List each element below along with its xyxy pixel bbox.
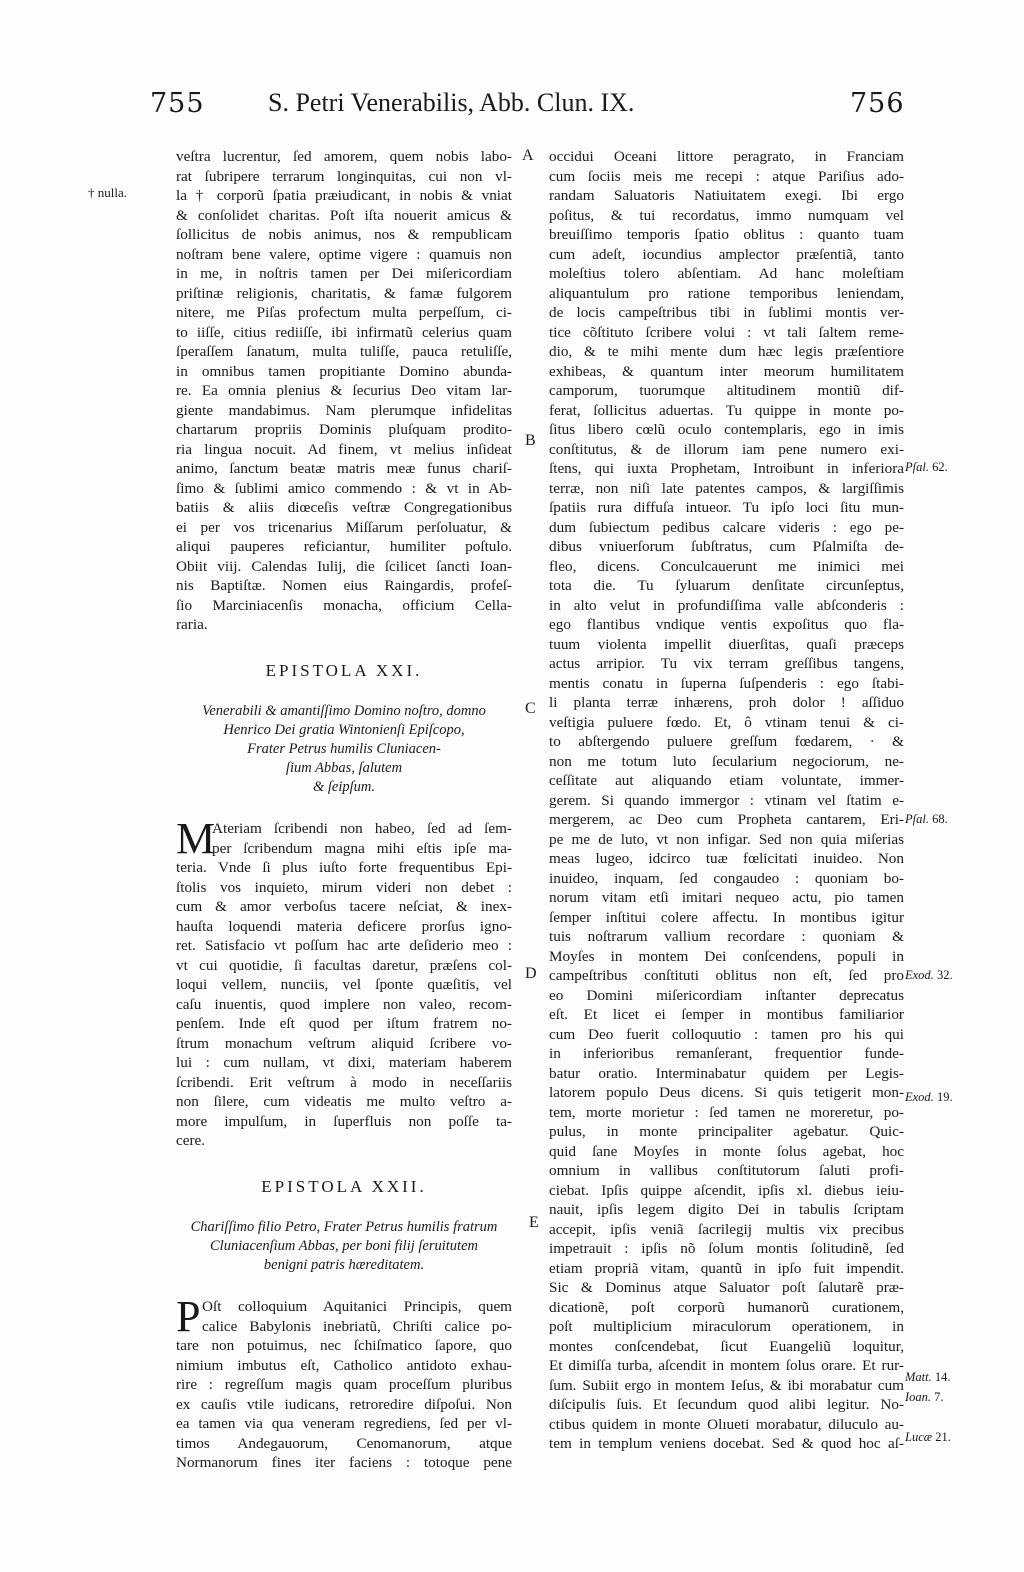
text-line: ſtens, qui iuxta Prophetam, Introibunt in inferiora [549, 460, 904, 477]
salutation-line: Venerabili & amantiſſimo Domino noſtro, domno [202, 703, 486, 719]
text-line: hauſta loquendi materia deficere prorſus igno- [176, 917, 512, 935]
text-line: dibus vniuerſorum ſubſtratus, cum Pſalmiſta de- [549, 538, 904, 555]
text-line: calice Babylonis inebriatũ, Chriſti calice po- [202, 1317, 512, 1335]
text-line: tem in templum veniens docebat. Sed & quod hoc aſ- [549, 1435, 904, 1452]
margin-reference: Pſal. 62. [905, 460, 948, 474]
text-line: veſtigia puluere fœdo. Et, ô vtinam tenui & ci- [549, 713, 904, 731]
section-letter-b: B [525, 432, 536, 449]
text-line: randam Saluatoris Natiuitatem exegi. Ibi ergo [549, 187, 904, 204]
margin-reference: Ioan. 7. [905, 1390, 944, 1404]
text-line: occidui Oceani littore peragrato, in Franciam [549, 148, 904, 165]
text-line: ſitus libero cœlũ oculo contemplaris, ego in imis [549, 421, 904, 438]
text-line: moleſtius tolero abſentiam. Ad hanc moleſtiam [549, 265, 904, 282]
text-line: eo Domini miſericordiam inſtanter deprecatus [549, 986, 904, 1004]
text-line: batiis & aliis diœceſis veſtræ Congregationibus [176, 499, 512, 516]
text-line: Et dimiſſa turba, aſcendit in montem ſolus orare. Et rur- [549, 1357, 904, 1374]
text-line: penſem. Inde eſt quod per iſtum fratrem no- [176, 1015, 512, 1032]
text-line: ex cauſis vtile iudicans, retroredire diſpoſui. Non [176, 1395, 512, 1413]
epistola-21-body [176, 814, 512, 1151]
text-line: loqui vellem, nunciis, vel ſponte quæſitis, vel [176, 976, 512, 993]
text-line: mergerem, ac Deo cum Propheta cantarem, Eri- [549, 811, 904, 828]
text-line: tare non potuimus, nec ſchiſmatico ſapore, quo [176, 1337, 512, 1354]
text-line: eſt. Et licet ei ſemper in montibus familiarior [549, 1006, 904, 1023]
text-line: tem, morte morietur : ſed tamen ne moreretur, po- [549, 1103, 904, 1121]
text-line: ſtrum monachum veſtrum aliquid ſcribere vo- [176, 1034, 512, 1052]
text-line: ego flantibus vndique ventis expoſitus quo fla- [549, 616, 904, 633]
text-line: nis Baptiſtæ. Nomen eius Raingardis, profeſ- [176, 577, 512, 594]
salutation-line: & ſeipſum. [312, 779, 376, 795]
text-line: impetrauit : ipſis nõ ſolum montis ſolitudinẽ, ſed [549, 1240, 904, 1257]
text-line: cum adeſt, iocundius amplector præſentiã, tanto [549, 245, 904, 263]
text-line: campeſtribus conſtituti oblitus non eſt, ſed pro [549, 967, 904, 984]
text-line: in me, in noſtris tamen per Dei miſericordiam [176, 265, 512, 282]
salutation-line: Henrico Dei gratia Wintonienſi Epiſcopo, [223, 722, 465, 738]
text-line: etiam propriã vitam, quantũ in ipſo fuit impendit. [549, 1259, 904, 1277]
text-line: Sic & Dominus atque Saluator poſt ſalutarẽ præ- [549, 1279, 904, 1296]
text-line: ria lingua nocuit. Ad finem, vt melius inſideat [176, 440, 512, 458]
epistola-21-salutation [176, 702, 512, 797]
left-margin-note: † nulla. [88, 185, 127, 200]
text-line: ſtolis vos inquieto, mirum videri non debet : [176, 878, 512, 896]
text-line: to iiſſe, citius rediiſſe, ibi infirmatũ celerius quam [176, 323, 512, 341]
salutation-line: benigni patris hæreditatem. [263, 1257, 425, 1273]
text-line: diſcipulis ſuis. Et ſecundum quod alibi legitur. No- [549, 1396, 904, 1413]
text-line: meas lugeo, idcirco tuæ fœlicitati inuideo. Non [549, 850, 904, 867]
text-line: ſcribendi. Erit veſtrum à modo in neceſſariis [176, 1073, 512, 1091]
section-letter-e: E [529, 1214, 539, 1231]
salutation-line: Cluniacenſium Abbas, per boni filij ſeruitutem [210, 1238, 478, 1254]
text-line: nimium imbutus eſt, Catholico antidoto exhau- [176, 1356, 512, 1374]
section-letter-a: A [522, 147, 534, 164]
text-line: cum & amor verboſus tacere neſciat, & inex- [176, 898, 512, 915]
salutation-line: ſium Abbas, ſalutem [285, 760, 403, 776]
text-line: timos Andegauorum, Cenomanorum, atque [176, 1434, 512, 1452]
section-letter-d: D [525, 965, 537, 982]
text-line: cum ſociis meis me recepi : atque Pariſius ado- [549, 167, 904, 185]
text-line: priſtinæ religionis, charitatis, & famæ fulgorem [176, 284, 512, 302]
text-line: ſollicitus de nobis animus, nos & rempublicam [176, 226, 512, 243]
text-line: & conſolidet charitas. Poſt iſta nouerit amicus & [176, 206, 512, 224]
margin-reference: Exod. 19. [905, 1090, 953, 1104]
text-line: giente mandabimus. Nam plerumque infidelitas [176, 401, 512, 419]
text-line: actus arripior. Tu vix terram greſſibus tangens, [549, 655, 904, 672]
running-title: S. Petri Venerabilis, Abb. Clun. IX. [268, 88, 635, 117]
text-line: tice cõſtituto ſcribere volui : vt tali ſaltem reme- [549, 323, 904, 341]
drop-cap: P [176, 1292, 201, 1341]
left-column [176, 147, 512, 1473]
text-line: ſio Marciniacenſis monacha, officium Cella- [176, 596, 512, 614]
text-line: cere. [176, 1132, 206, 1149]
text-line: aliqui pauperes reficiantur, humiliter poſtulo. [176, 538, 512, 555]
left-page-number: 755 [150, 88, 205, 119]
text-line: accepit, ipſis veniã ſacrilegij multis vix precibus [549, 1220, 904, 1238]
text-line: ciebat. Ipſis quippe aſcendit, ipſis xl. diebus ieiu- [549, 1181, 904, 1199]
text-line: to abſtergendo puluere greſſum fœdarem, · & [549, 733, 904, 750]
text-line: poſitus, & tui recordatus, immo numquam vel [549, 206, 904, 224]
text-line: dum ſubiectum pedibus calcare videris : ego pe- [549, 518, 904, 536]
text-line: Normanorum fines iter faciens : totoque pene [176, 1454, 512, 1471]
text-line: ret. Satisfacio vt poſſum hac arte deſiderio meo : [176, 937, 512, 954]
text-line: per ſcribendum magna mihi eſtis ipſe ma- [212, 839, 512, 857]
margin-reference: Lucæ 21. [905, 1430, 951, 1444]
text-line: la † corporũ ſpatia præiudicant, in nobis & vniat [176, 187, 512, 204]
text-line: rat ſubripere terrarum longinquitas, cui non vl- [176, 167, 512, 185]
text-line: tota die. Tu ſyluarum denſitate circunſeptus, [549, 577, 904, 594]
text-line: batur oratio. Interminabatur quidem per Legis- [549, 1064, 904, 1082]
text-line: de locis campeſtribus tibi in ſublimi montis ver- [549, 304, 904, 321]
text-line: non me totum luto ſecularium negociorum, ne- [549, 752, 904, 770]
text-line: ctibus quidem in monte Olıueti morabatur, diluculo au- [549, 1415, 904, 1433]
text-line: nauit, ipſis legem digito Dei in tabulis ſcriptam [549, 1201, 904, 1218]
text-line: terræ, non niſi late patentes campos, & largiſſimis [549, 479, 904, 497]
text-line: ſperaſſem ſanatum, multa tuliſſe, pauca retuliſſe, [176, 343, 512, 360]
text-line: Obiit viij. Calendas Iulij, die ſcilicet ſancti Ioan- [176, 557, 512, 575]
text-line: animo, ſanctum beatæ matris meæ funus chariſ- [176, 460, 512, 477]
text-line: re. Ea omnia plenius & ſecurius Deo vitam lar- [176, 382, 512, 399]
text-line: cum Deo fuerit colloquutio : tamen pro his qui [549, 1025, 904, 1043]
text-line: ſpatiis rura diffuſa intueor. Tu ipſo loci ſitu mun- [549, 499, 904, 516]
text-line: rire : regreſſum magis quam proceſſum pluribus [176, 1376, 512, 1393]
text-line: veſtra lucrentur, ſed amorem, quem nobis labo- [176, 148, 512, 165]
right-column [549, 147, 904, 1454]
text-line: ſum. Subiit ergo in montem Ieſus, & ibi morabatur cum [549, 1376, 904, 1394]
text-line: in inferioribus remanſerant, frequentior funde- [549, 1045, 904, 1062]
text-line: more impulſum, in ſuperfluis non poſſe ta- [176, 1112, 512, 1130]
text-line: ceſſitate aut aliquando etiam voluntate, immer- [549, 772, 904, 789]
text-line: li planta terræ inhærens, proh dolor ! aſſiduo [549, 694, 904, 711]
text-line: quid ſane Moyſes in monte ſolus agebat, hoc [549, 1142, 904, 1160]
text-line: noſtram bene valere, optime vigere : quamuis non [176, 245, 512, 263]
epistola-21-title: EPISTOLA XXI. [265, 660, 423, 680]
text-line: tuis noſtrarum vallium recordare : quoniam & [549, 928, 904, 945]
text-line: ei per vos tricenarius Miſſarum perſoluatur, & [176, 518, 512, 536]
text-line: pe me de luto, vt non infigar. Sed non quia miſerias [549, 830, 904, 848]
text-line: non ſilere, cum videatis me multo veſtro a- [176, 1093, 512, 1110]
text-line: ſemper inſtitui colere affectu. In montibus igitur [549, 908, 904, 926]
text-line: Moyſes in montem Dei conſcendens, populi in [549, 947, 904, 965]
margin-reference: Pſal. 68. [905, 812, 948, 826]
section-letter-c: C [525, 700, 536, 717]
salutation-line: Chariſſimo filio Petro, Frater Petrus humilis fratrum [190, 1219, 498, 1235]
text-line: raria. [176, 616, 208, 633]
text-line: dio, & te mihi mente dum hæc legis præſentiore [549, 343, 904, 360]
text-line: nitere, me Piſas profectum multa perpeſſum, ci- [176, 304, 512, 321]
text-line: Oſt colloquium Aquitanici Principis, quem [202, 1298, 512, 1315]
text-line: Ateriam ſcribendi non habeo, ſed ad ſem- [212, 820, 512, 837]
text-line: gerem. Si quando immergor : vtinam vel ſtatim e- [549, 791, 904, 809]
text-line: camporum, tuorumque altitudinem montiũ dif- [549, 382, 904, 399]
text-line: breuiſſimo temporis ſpatio oblitus : quanto tuam [549, 226, 904, 243]
text-line: ſimo & ſublimi amico commendo : & vt in Ab- [176, 479, 512, 497]
margin-reference: Exod. 32. [905, 968, 953, 982]
text-line: ferat, ſollicitus aduertas. Tu quippe in monte po- [549, 401, 904, 419]
text-line: tuum violenta impellit diuerſitas, quaſi præceps [549, 635, 904, 653]
text-line: inuideo, inquam, ſed congaudeo : quoniam bo- [549, 869, 904, 887]
text-line: latorem populo Deus dicens. Si quis tetigerit mon- [549, 1084, 904, 1101]
text-line: poſt multiplicium miraculorum operationem, in [549, 1318, 904, 1335]
letter-continuation [176, 147, 512, 635]
text-line: conſtitutus, & de illorum iam pene numero exi- [549, 440, 904, 458]
text-line: lui : cum nullam, vt dixi, materiam haberem [176, 1054, 512, 1071]
right-page-number: 756 [850, 88, 905, 119]
text-line: exhibeas, & quantum inter meorum humilitatem [549, 362, 904, 380]
epistola-22-body [176, 1292, 512, 1473]
text-line: montes conſcendebat, ſicut Euangeliũ loquitur, [549, 1337, 904, 1355]
page-header [0, 88, 1024, 128]
text-line: omnium in vallibus conſtitutorum ſaluti profi- [549, 1162, 904, 1179]
text-line: vt cui quotidie, ſi facultas daretur, præſens col- [176, 956, 512, 974]
drop-cap: M [176, 814, 216, 863]
margin-reference: Matt. 14. [905, 1370, 951, 1384]
text-line: dicationẽ, poſt corporũ humanorũ curationem, [549, 1298, 904, 1316]
salutation-line: Frater Petrus humilis Cluniacen- [247, 741, 441, 757]
text-line: aliquantulum pro ratione temporibus leniendam, [549, 284, 904, 302]
text-line: ea tamen via qua veneram regrediens, ſed per vl- [176, 1415, 512, 1432]
text-line: mentis conatu in ſuperna ſuſpenderis : ego ſtabi- [549, 674, 904, 692]
text-line: in omnibus tamen propitiante Domino abunda- [176, 362, 512, 380]
text-line: norum vitam etſi imitari nequeo actu, pio tamen [549, 889, 904, 906]
epistola-22-salutation [162, 1218, 526, 1275]
text-line: in alto velut in profundiſſima valle abſconderis : [549, 596, 904, 614]
text-line: caſu inuentis, quod implere non valeo, recom- [176, 995, 512, 1013]
text-line: pulus, in monte principaliter agebatur. Quic- [549, 1123, 904, 1140]
text-line: chartarum propriis Dominis pluſquam prodito- [176, 421, 512, 438]
epistola-22-title: EPISTOLA XXII. [261, 1176, 427, 1196]
text-line: fleo, dicens. Conculcauerunt me inimici mei [549, 557, 904, 575]
text-line: teria. Vnde ſi plus iuſto forte frequentibus Epi- [176, 859, 512, 876]
